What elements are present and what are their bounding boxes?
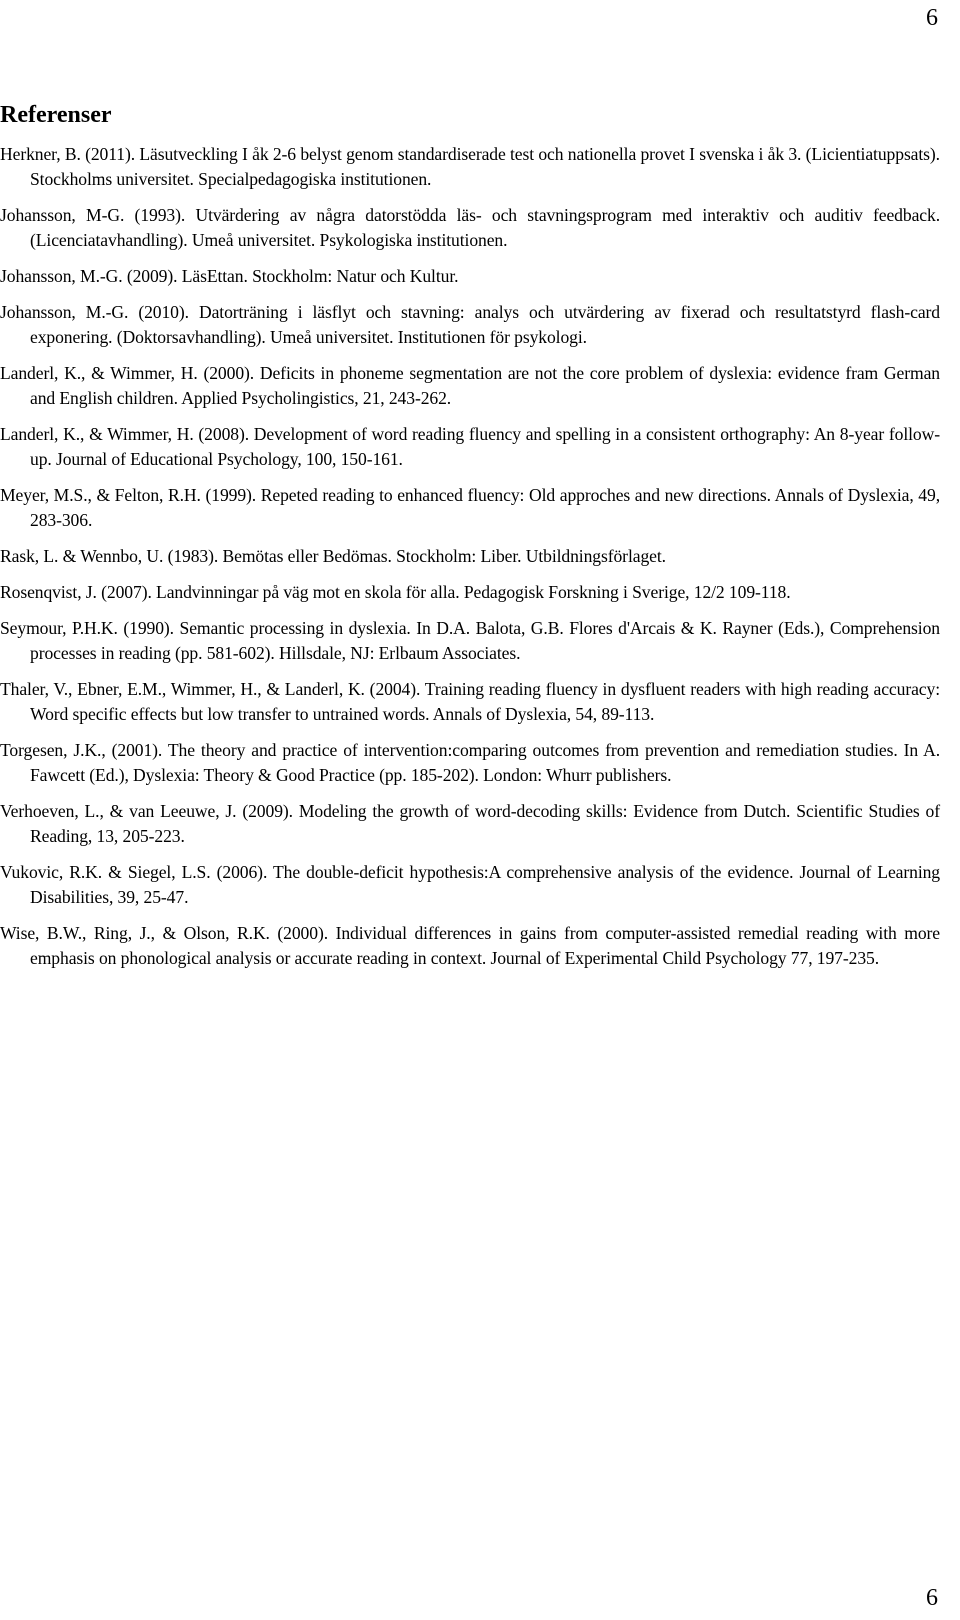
reference-item: Wise, B.W., Ring, J., & Olson, R.K. (2000). Individual differences in gains from computer-assisted remedial reading with more emphasis on phonological analysis or accurate reading in context. Journal of Experimental Child Psychology 77, 197-235.: [0, 923, 940, 968]
reference-item: Johansson, M.-G. (2010). Datorträning i läsflyt och stavning: analys och utvärdering av fixerad och resultatstyrd flash-card exponering. (Doktorsavhandling). Umeå universitet. Institutionen för psykologi.: [0, 302, 940, 347]
reference-item: Johansson, M-G. (1993). Utvärdering av några datorstödda läs- och stavningsprogram med interaktiv och auditiv feedback. (Licenciatavhandling). Umeå universitet. Psykologiska institutionen.: [0, 205, 940, 250]
reference-item: Seymour, P.H.K. (1990). Semantic processing in dyslexia. In D.A. Balota, G.B. Flores d'Arcais & K. Rayner (Eds.), Comprehension processes in reading (pp. 581-602). Hillsdale, NJ: Erlbaum Associates.: [0, 618, 940, 663]
page-heading: Referenser: [0, 102, 112, 128]
page-number-bottom: 6: [926, 1585, 938, 1611]
reference-item: Landerl, K., & Wimmer, H. (2000). Deficits in phoneme segmentation are not the core problem of dyslexia: evidence fram German and English children. Applied Psycholingistics, 21, 243-262.: [0, 363, 940, 408]
reference-item: Torgesen, J.K., (2001). The theory and practice of intervention:comparing outcomes from prevention and remediation studies. In A. Fawcett (Ed.), Dyslexia: Theory & Good Practice (pp. 185-202). London: Whurr publishers.: [0, 740, 940, 785]
reference-item: Verhoeven, L., & van Leeuwe, J. (2009). Modeling the growth of word-decoding skills: Evidence from Dutch. Scientific Studies of Reading, 13, 205-223.: [0, 801, 940, 846]
reference-item: Landerl, K., & Wimmer, H. (2008). Development of word reading fluency and spelling in a consistent orthography: An 8-year follow-up. Journal of Educational Psychology, 100, 150-161.: [0, 424, 940, 469]
reference-list: [0, 142, 940, 982]
reference-item: Thaler, V., Ebner, E.M., Wimmer, H., & Landerl, K. (2004). Training reading fluency in dysfluent readers with high reading accuracy: Word specific effects but low transfer to untrained words. Annals of Dyslexia, 54, 89-113.: [0, 679, 940, 724]
reference-item: Vukovic, R.K. & Siegel, L.S. (2006). The double-deficit hypothesis:A comprehensive analysis of the evidence. Journal of Learning Disabilities, 39, 25-47.: [0, 862, 940, 907]
reference-item: Herkner, B. (2011). Läsutveckling I åk 2-6 belyst genom standardiserade test och nationella provet I svenska i åk 3. (Licientiatuppsats). Stockholms universitet. Specialpedagogiska institutionen.: [0, 144, 940, 189]
reference-item: Johansson, M.-G. (2009). LäsEttan. Stockholm: Natur och Kultur.: [0, 266, 459, 286]
reference-item: Rosenqvist, J. (2007). Landvinningar på väg mot en skola för alla. Pedagogisk Forskning i Sverige, 12/2 109-118.: [0, 582, 791, 602]
reference-item: Rask, L. & Wennbo, U. (1983). Bemötas eller Bedömas. Stockholm: Liber. Utbildningsförlaget.: [0, 546, 666, 566]
page-number-top: 6: [926, 5, 938, 31]
reference-item: Meyer, M.S., & Felton, R.H. (1999). Repeted reading to enhanced fluency: Old approches and new directions. Annals of Dyslexia, 49, 283-306.: [0, 485, 940, 530]
